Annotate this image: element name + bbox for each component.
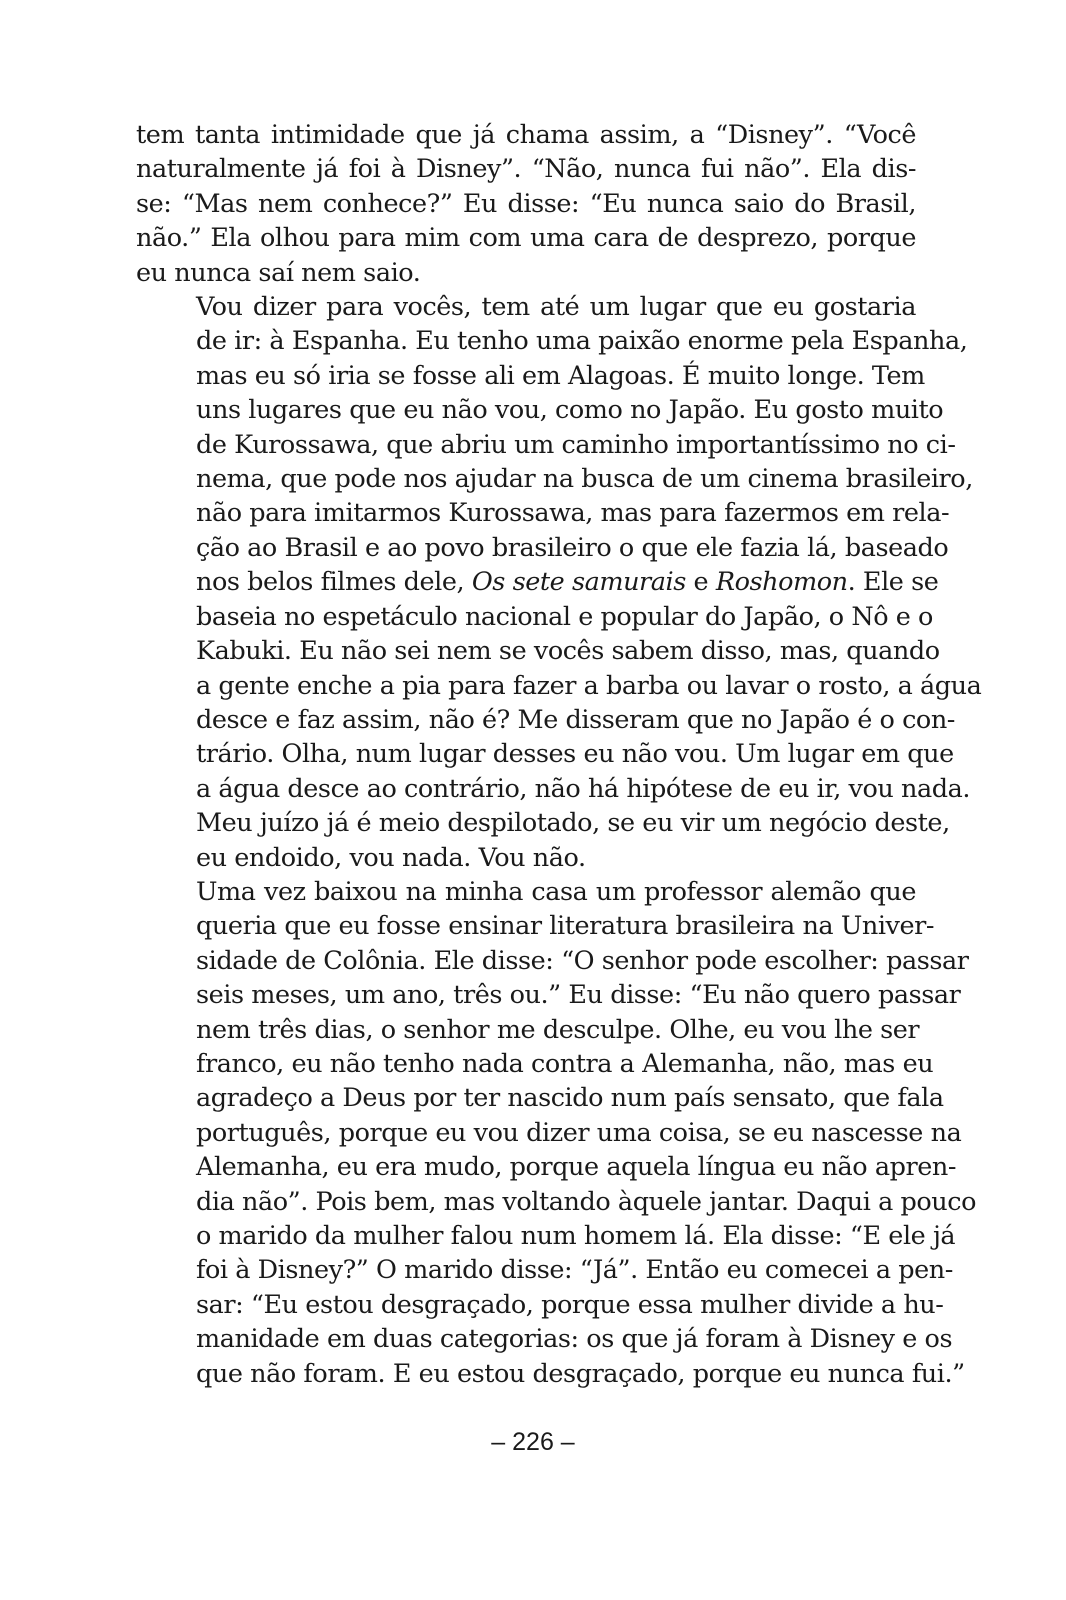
text-line: de Kurossawa, que abriu um caminho importantíssimo no ci-	[196, 429, 956, 460]
text-line: não.” Ela olhou para mim com uma cara de desprezo, porque	[136, 223, 916, 254]
text-line: agradeço a Deus por ter nascido num país sensato, que fala	[196, 1083, 944, 1114]
text-line: Kabuki. Eu não sei nem se vocês sabem disso, mas, quando	[196, 636, 940, 667]
text-line: se: “Mas nem conhece?” Eu disse: “Eu nunca saio do Brasil,	[136, 188, 916, 219]
text-line: mas eu só iria se fosse ali em Alagoas. É muito longe. Tem	[196, 360, 925, 391]
text-line: nema, que pode nos ajudar na busca de um cinema brasileiro,	[196, 464, 973, 495]
text-line: baseia no espetáculo nacional e popular do Japão, o Nô e o	[196, 601, 933, 632]
text-line: nos belos filmes dele, Os sete samurais e Roshomon. Ele se	[196, 567, 939, 598]
text-line: não para imitarmos Kurossawa, mas para fazermos em rela-	[196, 498, 950, 529]
body-text	[136, 118, 982, 1391]
paragraph	[136, 290, 982, 875]
text-line: trário. Olha, num lugar desses eu não vou. Um lugar em que	[196, 739, 954, 770]
text-line: tem tanta intimidade que já chama assim, a “Disney”. “Você	[136, 120, 916, 150]
text-line: a água desce ao contrário, não há hipótese de eu ir, vou nada.	[196, 773, 971, 804]
text-line: sar: “Eu estou desgraçado, porque essa mulher divide a hu-	[196, 1289, 944, 1320]
page-number: – 226 –	[491, 1428, 575, 1456]
film-title: Roshomon	[715, 567, 848, 598]
text-line: franco, eu não tenho nada contra a Alemanha, não, mas eu	[196, 1048, 934, 1079]
text-line: Meu juízo já é meio despilotado, se eu vir um negócio deste,	[196, 808, 950, 839]
text-line: Uma vez baixou na minha casa um professor alemão que	[196, 876, 916, 907]
text-line: que não foram. E eu estou desgraçado, porque eu nunca fui.”	[196, 1358, 965, 1389]
text-line: eu endoido, vou nada. Vou não.	[196, 842, 586, 873]
text-line: Vou dizer para vocês, tem até um lugar que eu gostaria	[196, 292, 916, 323]
text-line: foi à Disney?” O marido disse: “Já”. Então eu comecei a pen-	[196, 1255, 953, 1286]
text-line: o marido da mulher falou num homem lá. Ela disse: “E ele já	[196, 1221, 956, 1251]
text-line: de ir: à Espanha. Eu tenho uma paixão enorme pela Espanha,	[196, 326, 968, 357]
text-line: naturalmente já foi à Disney”. “Não, nunca fui não”. Ela dis-	[136, 154, 916, 185]
text-line: nem três dias, o senhor me desculpe. Olhe, eu vou lhe ser	[196, 1014, 920, 1045]
paragraph	[136, 875, 977, 1391]
film-title: Os sete samurais	[471, 567, 686, 598]
text-line: português, porque eu vou dizer uma coisa, se eu nascesse na	[196, 1117, 962, 1148]
text-line: a gente enche a pia para fazer a barba ou lavar o rosto, a água	[196, 670, 982, 701]
text-line: sidade de Colônia. Ele disse: “O senhor pode escolher: passar	[196, 945, 969, 976]
text-line: desce e faz assim, não é? Me disseram que no Japão é o con-	[196, 704, 955, 735]
text-line: dia não”. Pois bem, mas voltando àquele jantar. Daqui a pouco	[196, 1186, 977, 1217]
text-line: manidade em duas categorias: os que já foram à Disney e os	[196, 1324, 953, 1355]
text-line: uns lugares que eu não vou, como no Japão. Eu gosto muito	[196, 395, 944, 426]
text-line: seis meses, um ano, três ou.” Eu disse: “Eu não quero passar	[196, 980, 961, 1011]
text-line: Alemanha, eu era mudo, porque aquela língua eu não apren-	[196, 1152, 957, 1183]
paragraph	[136, 118, 916, 290]
text-line: queria que eu fosse ensinar literatura brasileira na Univer-	[196, 911, 935, 942]
text-line: ção ao Brasil e ao povo brasileiro o que ele fazia lá, baseado	[196, 532, 949, 563]
text-line: eu nunca saí nem saio.	[136, 257, 421, 288]
